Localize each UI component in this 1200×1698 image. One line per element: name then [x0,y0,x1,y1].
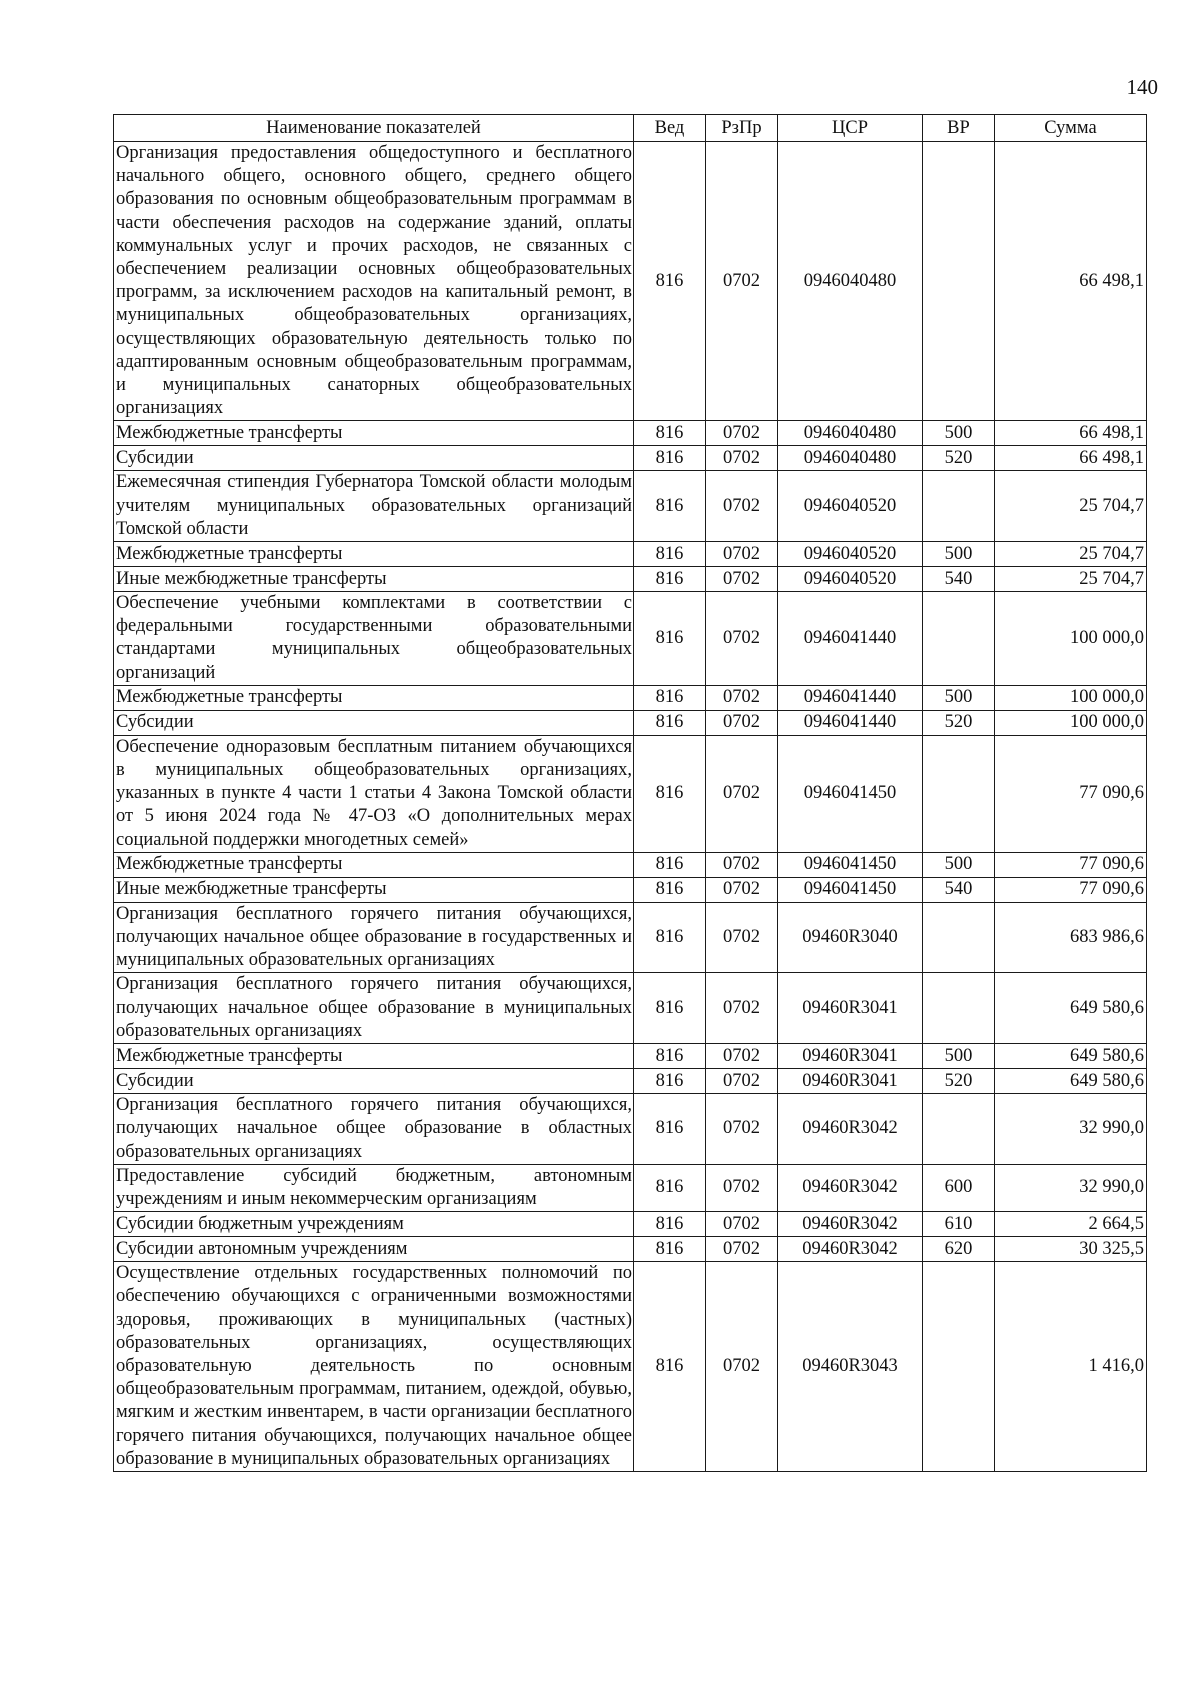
cell-sum: 66 498,1 [995,142,1147,421]
cell-sum: 683 986,6 [995,902,1147,973]
header-rzpr: РзПр [706,115,778,142]
cell-ved: 816 [634,1262,706,1472]
cell-sum: 32 990,0 [995,1094,1147,1165]
cell-vr [923,471,995,542]
cell-csr: 0946041440 [778,592,923,686]
cell-vr: 540 [923,877,995,902]
cell-csr: 0946040480 [778,446,923,471]
cell-name: Межбюджетные трансферты [114,852,634,877]
cell-name: Организация бесплатного горячего питания обучающихся, получающих начальное общее образование в муниципальных образовательных организациях [114,973,634,1044]
table-row [114,1237,1147,1262]
cell-csr: 09460R3041 [778,973,923,1044]
cell-ved: 816 [634,877,706,902]
cell-rzpr: 0702 [706,1044,778,1069]
table-row [114,1212,1147,1237]
table-row [114,542,1147,567]
cell-csr: 09460R3041 [778,1069,923,1094]
cell-vr [923,902,995,973]
cell-vr [923,1262,995,1472]
cell-sum: 25 704,7 [995,471,1147,542]
cell-rzpr: 0702 [706,592,778,686]
cell-rzpr: 0702 [706,1262,778,1472]
cell-ved: 816 [634,142,706,421]
cell-rzpr: 0702 [706,685,778,710]
table-row [114,973,1147,1044]
cell-vr: 500 [923,421,995,446]
header-name: Наименование показателей [114,115,634,142]
cell-ved: 816 [634,902,706,973]
table-body [114,142,1147,1472]
cell-csr: 09460R3042 [778,1212,923,1237]
cell-csr: 0946040520 [778,567,923,592]
table-row [114,592,1147,686]
cell-vr: 610 [923,1212,995,1237]
cell-ved: 816 [634,1044,706,1069]
cell-name: Организация бесплатного горячего питания обучающихся, получающих начальное общее образование в государственных и муниципальных образовательных организациях [114,902,634,973]
cell-sum: 25 704,7 [995,567,1147,592]
table-row [114,877,1147,902]
cell-ved: 816 [634,735,706,852]
page-number: 140 [1126,75,1158,99]
cell-ved: 816 [634,1094,706,1165]
cell-sum: 100 000,0 [995,685,1147,710]
cell-ved: 816 [634,1237,706,1262]
cell-rzpr: 0702 [706,852,778,877]
cell-csr: 0946040480 [778,142,923,421]
table-row [114,1069,1147,1094]
cell-vr: 520 [923,710,995,735]
table-row [114,567,1147,592]
cell-sum: 30 325,5 [995,1237,1147,1262]
header-csr: ЦСР [778,115,923,142]
cell-name: Межбюджетные трансферты [114,1044,634,1069]
cell-ved: 816 [634,471,706,542]
cell-rzpr: 0702 [706,142,778,421]
header-sum: Сумма [995,115,1147,142]
cell-rzpr: 0702 [706,446,778,471]
cell-name: Предоставление субсидий бюджетным, автономным учреждениям и иным некоммерческим организациям [114,1164,634,1211]
cell-sum: 649 580,6 [995,1044,1147,1069]
cell-sum: 100 000,0 [995,592,1147,686]
cell-sum: 25 704,7 [995,542,1147,567]
cell-vr: 500 [923,542,995,567]
table-row [114,735,1147,852]
budget-table [113,114,1147,1472]
cell-sum: 1 416,0 [995,1262,1147,1472]
cell-csr: 0946040480 [778,421,923,446]
cell-rzpr: 0702 [706,877,778,902]
table-row [114,421,1147,446]
cell-sum: 66 498,1 [995,421,1147,446]
cell-csr: 0946041450 [778,877,923,902]
header-ved: Вед [634,115,706,142]
cell-rzpr: 0702 [706,1069,778,1094]
cell-csr: 09460R3043 [778,1262,923,1472]
table-row [114,710,1147,735]
cell-ved: 816 [634,685,706,710]
cell-name: Субсидии [114,710,634,735]
cell-sum: 77 090,6 [995,735,1147,852]
table-row [114,852,1147,877]
cell-ved: 816 [634,421,706,446]
cell-vr [923,592,995,686]
cell-ved: 816 [634,542,706,567]
cell-ved: 816 [634,1069,706,1094]
cell-ved: 816 [634,1164,706,1211]
cell-name: Обеспечение учебными комплектами в соответствии с федеральными государственными образовательными стандартами муниципальных общеобразовательных организаций [114,592,634,686]
table-row [114,142,1147,421]
cell-rzpr: 0702 [706,1164,778,1211]
header-vr: ВР [923,115,995,142]
cell-csr: 0946041440 [778,710,923,735]
table-row [114,1094,1147,1165]
table-header-row [114,115,1147,142]
cell-name: Обеспечение одноразовым бесплатным питанием обучающихся в муниципальных общеобразовательных организациях, указанных в пункте 4 части 1 статьи 4 Закона Томской области от 5 июня 2024 года № 47-ОЗ «О дополнительных мерах социальной поддержки многодетных семей» [114,735,634,852]
cell-name: Ежемесячная стипендия Губернатора Томской области молодым учителям муниципальных образовательных организаций Томской области [114,471,634,542]
cell-sum: 649 580,6 [995,973,1147,1044]
table-row [114,902,1147,973]
cell-ved: 816 [634,567,706,592]
cell-vr [923,735,995,852]
cell-csr: 0946041440 [778,685,923,710]
cell-rzpr: 0702 [706,471,778,542]
table-row [114,1044,1147,1069]
cell-csr: 09460R3040 [778,902,923,973]
cell-name: Межбюджетные трансферты [114,685,634,710]
cell-rzpr: 0702 [706,1237,778,1262]
cell-ved: 816 [634,973,706,1044]
cell-vr [923,1094,995,1165]
cell-rzpr: 0702 [706,1094,778,1165]
cell-name: Организация предоставления общедоступного и бесплатного начального общего, основного общего, среднего общего образования по основным общеобразовательным программам в части обеспечения расходов на содержание зданий, оплаты коммунальных услуг и прочих расходов, не связанных с обеспечением реализации основных общеобразовательных программ, за исключением расходов на капитальный ремонт, в муниципальных общеобразовательных организациях, осуществляющих образовательную деятельность только по адаптированным основным общеобразовательным программам, и муниципальных санаторных общеобразовательных организациях [114,142,634,421]
cell-ved: 816 [634,592,706,686]
cell-ved: 816 [634,852,706,877]
cell-name: Иные межбюджетные трансферты [114,567,634,592]
cell-vr: 520 [923,1069,995,1094]
cell-name: Осуществление отдельных государственных полномочий по обеспечению обучающихся с ограниченными возможностями здоровья, проживающих в муниципальных (частных) образовательных организациях, осуществляющих образовательную деятельность по основным общеобразовательным программам, питанием, одеждой, обувью, мягким и жестким инвентарем, в части организации бесплатного горячего питания обучающихся, получающих начальное общее образование в муниципальных образовательных организациях [114,1262,634,1472]
cell-sum: 2 664,5 [995,1212,1147,1237]
cell-csr: 0946040520 [778,542,923,567]
table-row [114,471,1147,542]
cell-name: Межбюджетные трансферты [114,542,634,567]
cell-rzpr: 0702 [706,567,778,592]
cell-sum: 77 090,6 [995,852,1147,877]
cell-name: Субсидии [114,1069,634,1094]
table-row [114,1164,1147,1211]
table-row [114,685,1147,710]
cell-csr: 0946041450 [778,852,923,877]
cell-ved: 816 [634,446,706,471]
cell-sum: 32 990,0 [995,1164,1147,1211]
table-row [114,446,1147,471]
cell-csr: 0946041450 [778,735,923,852]
cell-rzpr: 0702 [706,542,778,567]
cell-vr: 520 [923,446,995,471]
cell-name: Межбюджетные трансферты [114,421,634,446]
table-row [114,1262,1147,1472]
cell-csr: 09460R3042 [778,1094,923,1165]
cell-rzpr: 0702 [706,710,778,735]
cell-name: Субсидии [114,446,634,471]
cell-vr: 500 [923,685,995,710]
cell-csr: 0946040520 [778,471,923,542]
cell-rzpr: 0702 [706,1212,778,1237]
cell-vr: 600 [923,1164,995,1211]
cell-rzpr: 0702 [706,973,778,1044]
cell-vr: 500 [923,852,995,877]
cell-name: Субсидии автономным учреждениям [114,1237,634,1262]
cell-sum: 77 090,6 [995,877,1147,902]
cell-name: Субсидии бюджетным учреждениям [114,1212,634,1237]
cell-vr [923,973,995,1044]
cell-sum: 100 000,0 [995,710,1147,735]
cell-ved: 816 [634,1212,706,1237]
cell-rzpr: 0702 [706,421,778,446]
cell-csr: 09460R3042 [778,1164,923,1211]
cell-vr [923,142,995,421]
cell-name: Иные межбюджетные трансферты [114,877,634,902]
cell-name: Организация бесплатного горячего питания обучающихся, получающих начальное общее образование в областных образовательных организациях [114,1094,634,1165]
cell-csr: 09460R3042 [778,1237,923,1262]
cell-vr: 540 [923,567,995,592]
cell-ved: 816 [634,710,706,735]
cell-sum: 66 498,1 [995,446,1147,471]
cell-csr: 09460R3041 [778,1044,923,1069]
cell-vr: 500 [923,1044,995,1069]
cell-sum: 649 580,6 [995,1069,1147,1094]
cell-vr: 620 [923,1237,995,1262]
cell-rzpr: 0702 [706,735,778,852]
cell-rzpr: 0702 [706,902,778,973]
